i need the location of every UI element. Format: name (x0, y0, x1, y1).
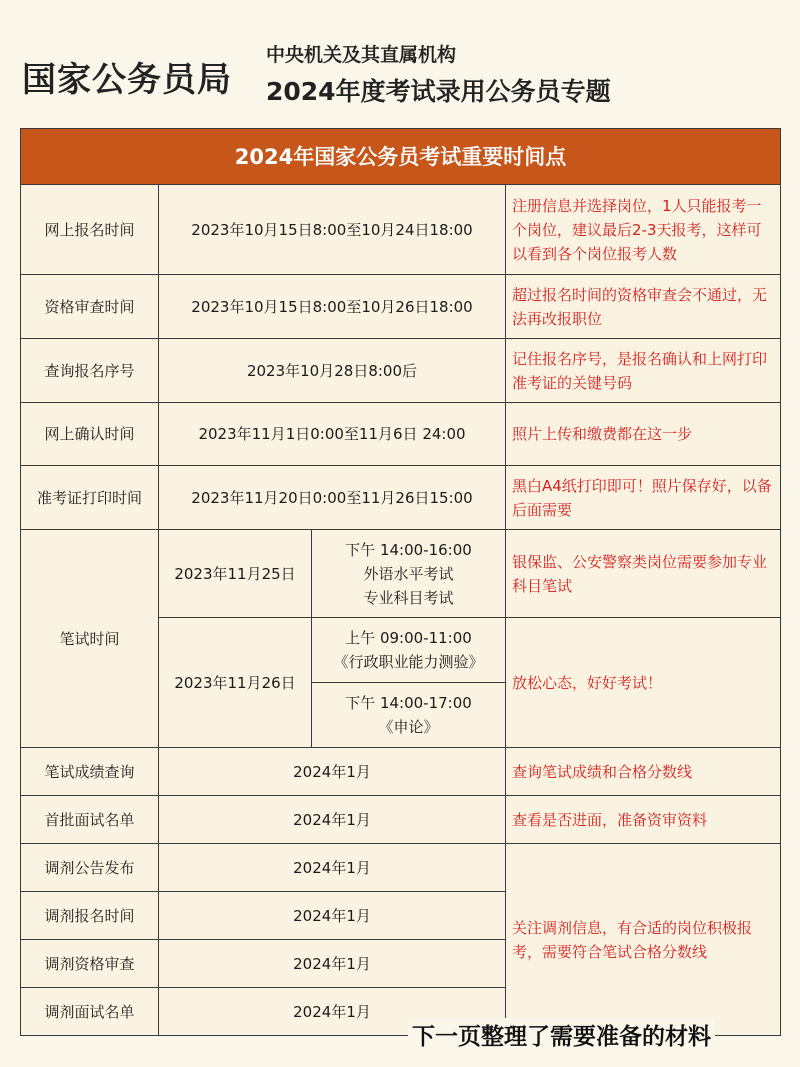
table-row (21, 185, 781, 275)
session-subject: 《行政职业能力测验》 (333, 653, 484, 671)
row-time: 2024年1月 (159, 892, 506, 940)
row-label: 首批面试名单 (21, 796, 159, 844)
table-row (21, 466, 781, 530)
row-note: 查询笔试成绩和合格分数线 (506, 748, 781, 796)
row-time: 2024年1月 (159, 796, 506, 844)
page-header (0, 0, 800, 126)
row-label: 网上确认时间 (21, 403, 159, 466)
table-title-row (21, 129, 781, 185)
row-time: 2023年10月28日8:00后 (159, 339, 506, 403)
session-time: 上午 09:00-11:00 (345, 629, 472, 647)
table-row (21, 339, 781, 403)
table-row (21, 275, 781, 339)
exam-session (312, 618, 506, 683)
session-subject: 专业科目考试 (363, 588, 454, 607)
row-time: 2023年11月1日0:00至11月6日 24:00 (159, 403, 506, 466)
table-row (21, 844, 781, 892)
row-label: 查询报名序号 (21, 339, 159, 403)
row-label: 调剂资格审查 (21, 940, 159, 988)
row-label: 笔试成绩查询 (21, 748, 159, 796)
exam-session (312, 683, 506, 748)
row-time: 2024年1月 (159, 988, 506, 1036)
row-time: 2023年10月15日8:00至10月26日18:00 (159, 275, 506, 339)
row-note: 查看是否进面，准备资审资料 (506, 796, 781, 844)
header-topic-title: 2024年度考试录用公务员专题 (266, 77, 611, 106)
session-time: 下午 14:00-16:00 (345, 540, 472, 559)
header-subtitle: 中央机关及其直属机构 (266, 44, 457, 66)
row-time: 2023年10月15日8:00至10月24日18:00 (159, 185, 506, 275)
session-subject: 外语水平考试 (363, 564, 454, 583)
row-label: 笔试时间 (21, 530, 159, 748)
table-row (21, 748, 781, 796)
row-label: 调剂面试名单 (21, 988, 159, 1036)
table-row (21, 796, 781, 844)
row-label: 资格审查时间 (21, 275, 159, 339)
row-note: 记住报名序号，是报名确认和上网打印准考证的关键号码 (506, 339, 781, 403)
row-note: 关注调剂信息，有合适的岗位积极报考，需要符合笔试合格分数线 (506, 844, 781, 1036)
table-title: 2024年国家公务员考试重要时间点 (21, 129, 781, 185)
exam-date: 2023年11月25日 (159, 530, 312, 618)
row-time: 2024年1月 (159, 844, 506, 892)
row-note: 银保监、公安警察类岗位需要参加专业科目笔试 (506, 530, 781, 618)
table-row (21, 403, 781, 466)
row-note: 放松心态，好好考试！ (506, 618, 781, 748)
row-note: 照片上传和缴费都在这一步 (506, 403, 781, 466)
footer-caption: 下一页整理了需要准备的材料 (408, 1018, 715, 1051)
row-note: 注册信息并选择岗位，1人只能报考一个岗位，建议最后2-3天报考，这样可以看到各个岗位报考人数 (506, 185, 781, 275)
row-time: 2023年11月20日0:00至11月26日15:00 (159, 466, 506, 530)
row-label: 准考证打印时间 (21, 466, 159, 530)
exam-session (312, 530, 506, 618)
row-label: 网上报名时间 (21, 185, 159, 275)
table-row (21, 530, 781, 618)
exam-date: 2023年11月26日 (159, 618, 312, 748)
row-label: 调剂公告发布 (21, 844, 159, 892)
org-name: 国家公务员局 (22, 60, 232, 100)
row-time: 2024年1月 (159, 940, 506, 988)
session-time: 下午 14:00-17:00 (345, 694, 472, 712)
row-label: 调剂报名时间 (21, 892, 159, 940)
row-note: 超过报名时间的资格审查会不通过，无法再改报职位 (506, 275, 781, 339)
row-note: 黑白A4纸打印即可！照片保存好，以备后面需要 (506, 466, 781, 530)
schedule-table (20, 128, 781, 1036)
session-subject: 《申论》 (378, 718, 439, 736)
row-time: 2024年1月 (159, 748, 506, 796)
